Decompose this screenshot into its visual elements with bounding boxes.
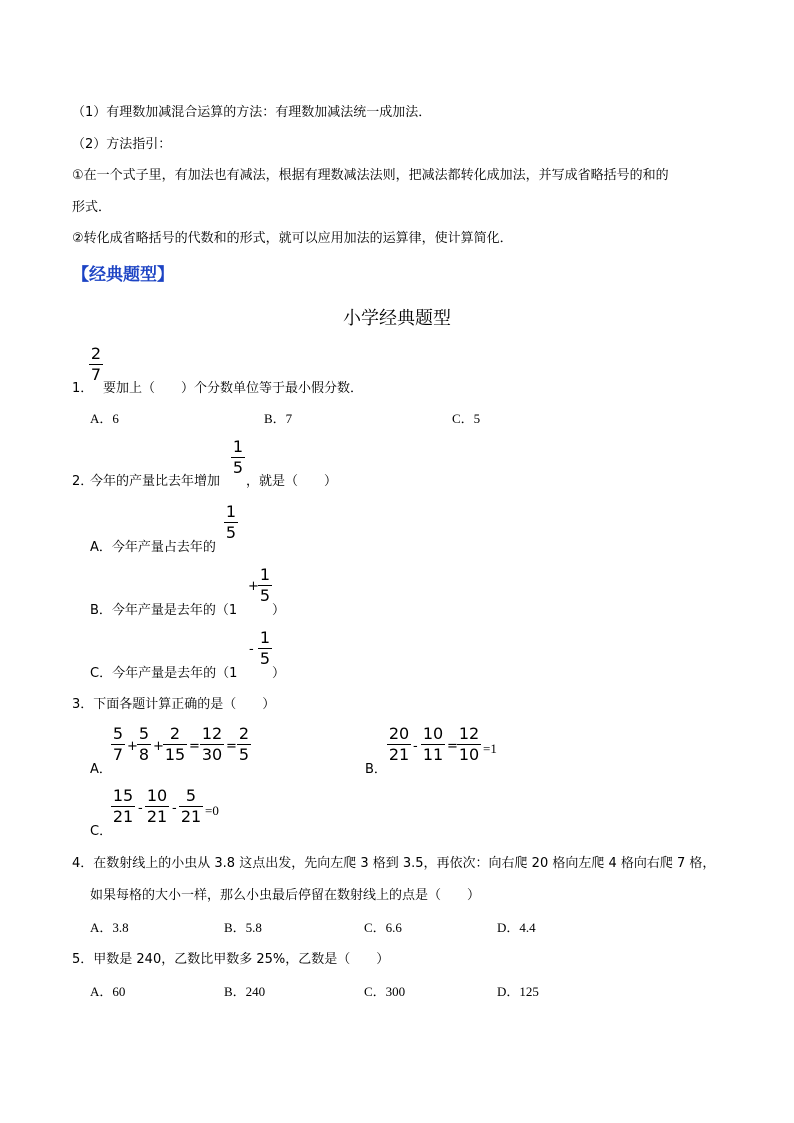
minus-sign: - — [249, 642, 254, 657]
result-text: =1 — [483, 741, 497, 756]
fraction — [457, 725, 481, 764]
close-paren: ） — [272, 666, 286, 681]
fraction — [179, 787, 203, 826]
fraction-denominator: 30 — [201, 745, 223, 764]
fraction-numerator: 10 — [146, 786, 168, 805]
intro-paragraph-4: ②转化成省略括号的代数和的形式，就可以应用加法的运算律，使计算简化． — [72, 231, 513, 246]
intro-paragraph-3a: ①在一个式子里，有加法也有减法，根据有理数减法法则，把减法都转化成加法，并写成省略括号的和的 — [72, 168, 669, 183]
option-d: D．125 — [497, 984, 539, 999]
question-text-tail: ，就是（ ） — [246, 474, 338, 489]
fraction — [200, 725, 224, 764]
fraction-denominator: 21 — [146, 807, 168, 826]
option-b-label: B． — [365, 762, 387, 777]
fraction-numerator: 12 — [458, 724, 480, 743]
option-a: A．6 — [90, 411, 119, 426]
fraction — [237, 725, 251, 764]
fraction-numerator: 1 — [259, 565, 271, 584]
question-text: 今年的产量比去年增加 — [90, 474, 221, 489]
fraction-numerator: 2 — [169, 724, 181, 743]
fraction-denominator: 5 — [232, 458, 244, 477]
close-paren: ） — [272, 603, 286, 618]
fraction-numerator: 2 — [238, 724, 250, 743]
fraction-denominator: 5 — [259, 649, 271, 668]
option-b: B．今年产量是去年的（1 — [90, 603, 238, 618]
fraction — [163, 725, 187, 764]
question-text-line-1: 4．在数射线上的小虫从 3.8 这点出发，先向左爬 3 格到 3.5，再依次：向右爬 20 格向左爬 4 格向右爬 7 格， — [72, 856, 716, 871]
fraction-denominator: 21 — [180, 807, 202, 826]
fraction-numerator: 12 — [201, 724, 223, 743]
fraction — [111, 787, 135, 826]
result-text: =0 — [205, 803, 219, 818]
fraction — [89, 345, 103, 384]
question-text-line-2: 如果每格的大小一样，那么小虫最后停留在数射线上的点是（ ） — [90, 888, 481, 903]
fraction-numerator: 5 — [138, 724, 150, 743]
fraction-numerator: 1 — [225, 502, 237, 521]
fraction-denominator: 21 — [112, 807, 134, 826]
equals-sign: = — [226, 739, 237, 754]
fraction-denominator: 11 — [422, 745, 444, 764]
option-c: C．300 — [364, 984, 406, 999]
fraction-denominator: 7 — [90, 365, 102, 384]
fraction — [231, 438, 245, 477]
plus-sign: + — [127, 739, 138, 754]
fraction — [111, 725, 125, 764]
fraction — [258, 566, 272, 605]
question-number: 2． — [72, 474, 94, 489]
option-a: A．3.8 — [90, 920, 129, 935]
fraction-numerator: 1 — [232, 437, 244, 456]
option-b: B．240 — [224, 984, 266, 999]
fraction-denominator: 15 — [164, 745, 186, 764]
fraction — [258, 629, 272, 668]
fraction-denominator: 5 — [225, 523, 237, 542]
fraction-denominator: 7 — [112, 745, 124, 764]
option-a: A．60 — [90, 984, 126, 999]
fraction-numerator: 5 — [112, 724, 124, 743]
section-label: 【经典题型】 — [72, 265, 174, 285]
option-d: D．4.4 — [497, 920, 536, 935]
intro-paragraph-3b: 形式． — [72, 200, 112, 215]
fraction-denominator: 5 — [238, 745, 250, 764]
question-text: 3．下面各题计算正确的是（ ） — [72, 697, 276, 712]
equals-sign: = — [189, 739, 200, 754]
fraction — [145, 787, 169, 826]
option-a-label: A． — [90, 762, 112, 777]
fraction-numerator: 15 — [112, 786, 134, 805]
option-a: A．今年产量占去年的 — [90, 540, 216, 555]
question-text: 5．甲数是 240，乙数比甲数多 25%，乙数是（ ） — [72, 952, 390, 967]
fraction-numerator: 10 — [422, 724, 444, 743]
fraction — [421, 725, 445, 764]
intro-paragraph-1: （1）有理数加减混合运算的方法：有理数加减法统一成加法． — [72, 105, 432, 120]
plus-sign: + — [153, 739, 164, 754]
option-c: C．6.6 — [364, 920, 402, 935]
minus-sign: - — [172, 801, 177, 816]
option-c: C．今年产量是去年的（1 — [90, 666, 238, 681]
fraction-numerator: 1 — [259, 628, 271, 647]
fraction-numerator: 5 — [185, 786, 197, 805]
question-text: 要加上（ ）个分数单位等于最小假分数． — [103, 381, 364, 396]
fraction — [224, 503, 238, 542]
page-title: 小学经典题型 — [343, 308, 451, 329]
option-b: B．7 — [264, 411, 293, 426]
minus-sign: - — [138, 801, 143, 816]
fraction-denominator: 8 — [138, 745, 150, 764]
minus-sign: - — [413, 739, 418, 754]
fraction-numerator: 20 — [388, 724, 410, 743]
intro-paragraph-2: （2）方法指引： — [72, 137, 172, 152]
fraction-denominator: 21 — [388, 745, 410, 764]
option-c: C．5 — [452, 411, 481, 426]
equals-sign: = — [447, 739, 458, 754]
fraction — [137, 725, 151, 764]
fraction-denominator: 5 — [259, 586, 271, 605]
option-c-label: C． — [90, 824, 113, 839]
fraction-numerator: 2 — [90, 344, 102, 363]
plus-sign: + — [248, 579, 259, 594]
fraction — [387, 725, 411, 764]
question-number: 1． — [72, 381, 94, 396]
option-b: B．5.8 — [224, 920, 262, 935]
fraction-denominator: 10 — [458, 745, 480, 764]
